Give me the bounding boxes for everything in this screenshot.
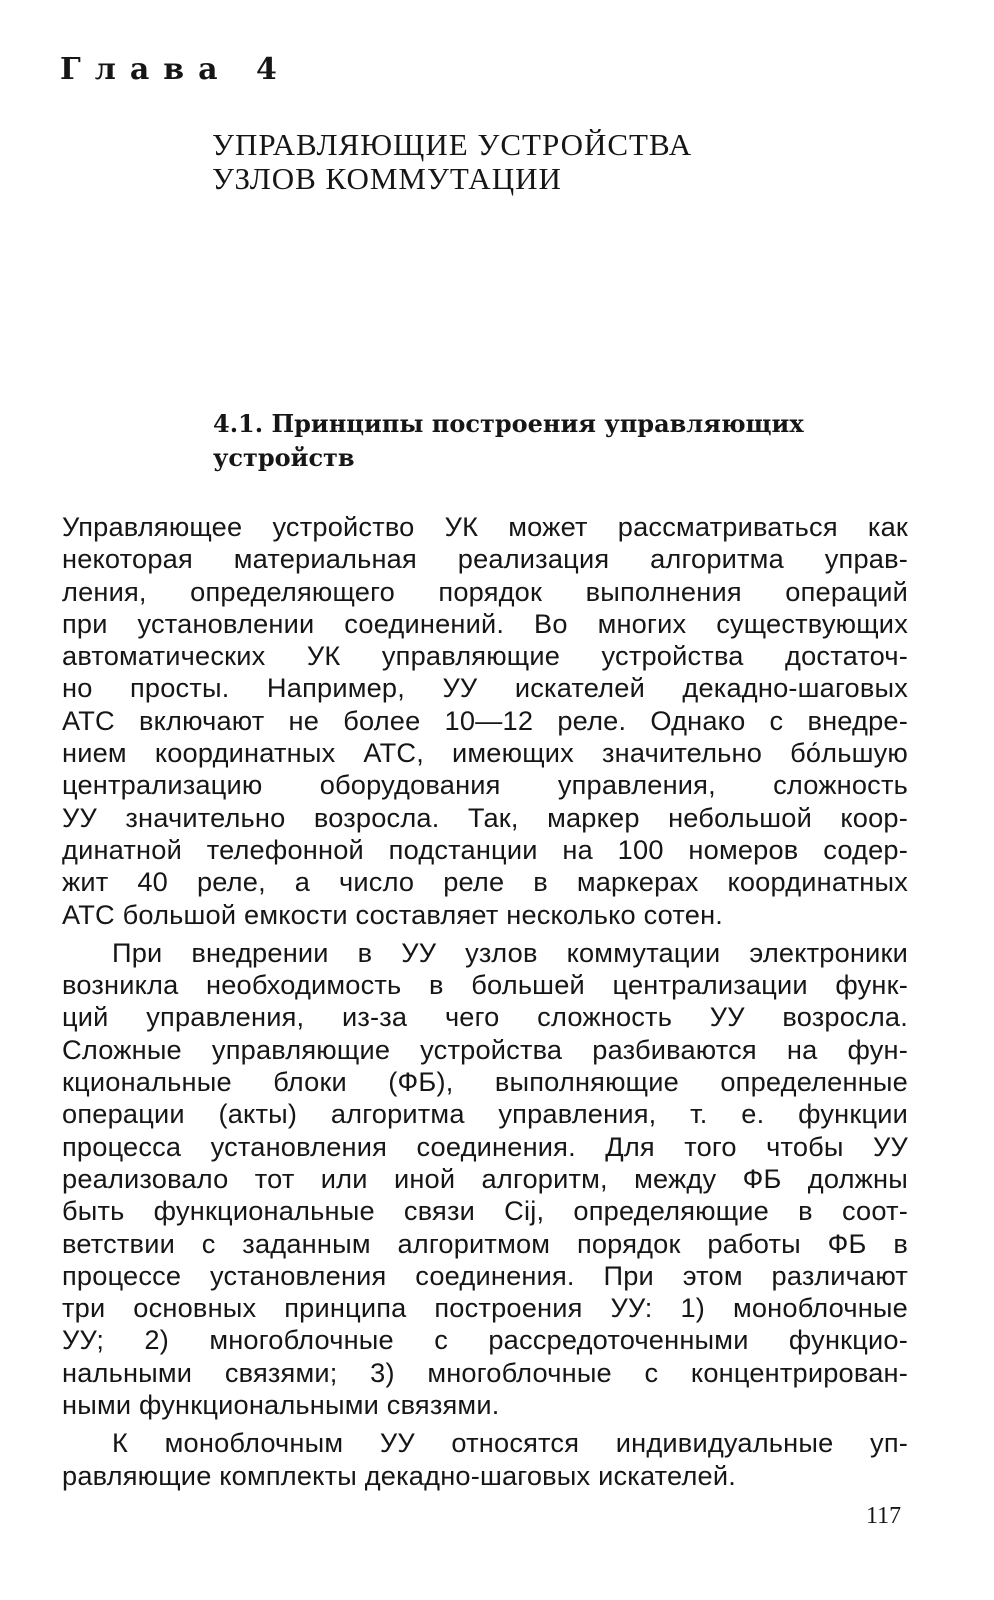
chapter-title-line: УПРАВЛЯЮЩИЕ УСТРОЙСТВА [212,127,693,162]
chapter-title-line: УЗЛОВ КОММУТАЦИИ [212,161,562,196]
paragraph-line: три основных принципа построения УУ: 1) моноблочные [62,1292,908,1324]
paragraph-line: ветствии с заданным алгоритмом порядок работы ФБ в [62,1227,908,1259]
paragraph-line: ления, определяющего порядок выполнения операций [62,575,908,607]
paragraph-line: Управляющее устройство УК может рассматриваться как [62,511,908,542]
chapter-label: Глава 4 [60,52,291,87]
paragraph-line: К моноблочным УУ относятся индивидуальные уп- [112,1427,908,1459]
paragraph-line: АТС большой емкости составляет несколько сотен. [62,898,724,930]
paragraph-line: некоторая материальная реализация алгоритма управ- [62,543,908,575]
paragraph-line: динатной телефонной подстанции на 100 номеров содер- [62,833,908,865]
paragraph-line: процесса установления соединения. Для того чтобы УУ [62,1130,908,1162]
paragraph-line: ций управления, из-за чего сложность УУ возросла. [62,1001,908,1033]
section-heading-line: 4.1. Принципы построения управляющих [213,409,804,438]
paragraph-line: при установлении соединений. Во многих существующих [62,607,908,639]
paragraph-line: Сложные управляющие устройства разбиваются на фун- [62,1033,908,1065]
paragraph-line: нальными связями; 3) многоблочные с концентрирован- [62,1356,908,1388]
paragraph-line: быть функциональные связи Cij, определяющие в соот- [62,1195,908,1227]
body-text [62,511,908,1492]
paragraph-line: кциональные блоки (ФБ), выполняющие определенные [62,1066,908,1098]
paragraph-line: УУ значительно возросла. Так, маркер небольшой коор- [62,801,908,833]
paragraph-line: операции (акты) алгоритма управления, т. е. функции [62,1098,908,1130]
section-heading-line: устройств [213,443,355,472]
paragraph-line: процессе установления соединения. При этом различают [62,1259,908,1291]
paragraph-line: При внедрении в УУ узлов коммутации электроники [112,936,908,968]
paragraph-line: АТС включают не более 10—12 реле. Однако с внедре- [62,704,908,736]
section-heading [213,407,913,475]
paragraph-line: ными функциональными связями. [62,1389,500,1421]
paragraph-line: автоматических УК управляющие устройства достаточ- [62,640,908,672]
page-number: 117 [866,1503,902,1529]
paragraph-line: возникла необходимость в большей централизации функ- [62,969,908,1001]
paragraph-line: но просты. Например, УУ искателей декадно-шаговых [62,672,908,704]
chapter-title [212,128,692,196]
paragraph-line: жит 40 реле, а число реле в маркерах координатных [62,866,908,898]
paragraph-line: реализовало тот или иной алгоритм, между ФБ должны [62,1162,908,1194]
paragraph-line: нием координатных АТС, имеющих значительно бо́льшую [62,737,908,769]
paragraph-line: УУ; 2) многоблочные с рассредоточенными функцио- [62,1324,908,1356]
paragraph-line: централизацию оборудования управления, сложность [62,769,908,801]
paragraph-line: равляющие комплекты декадно-шаговых искателей. [62,1459,736,1491]
